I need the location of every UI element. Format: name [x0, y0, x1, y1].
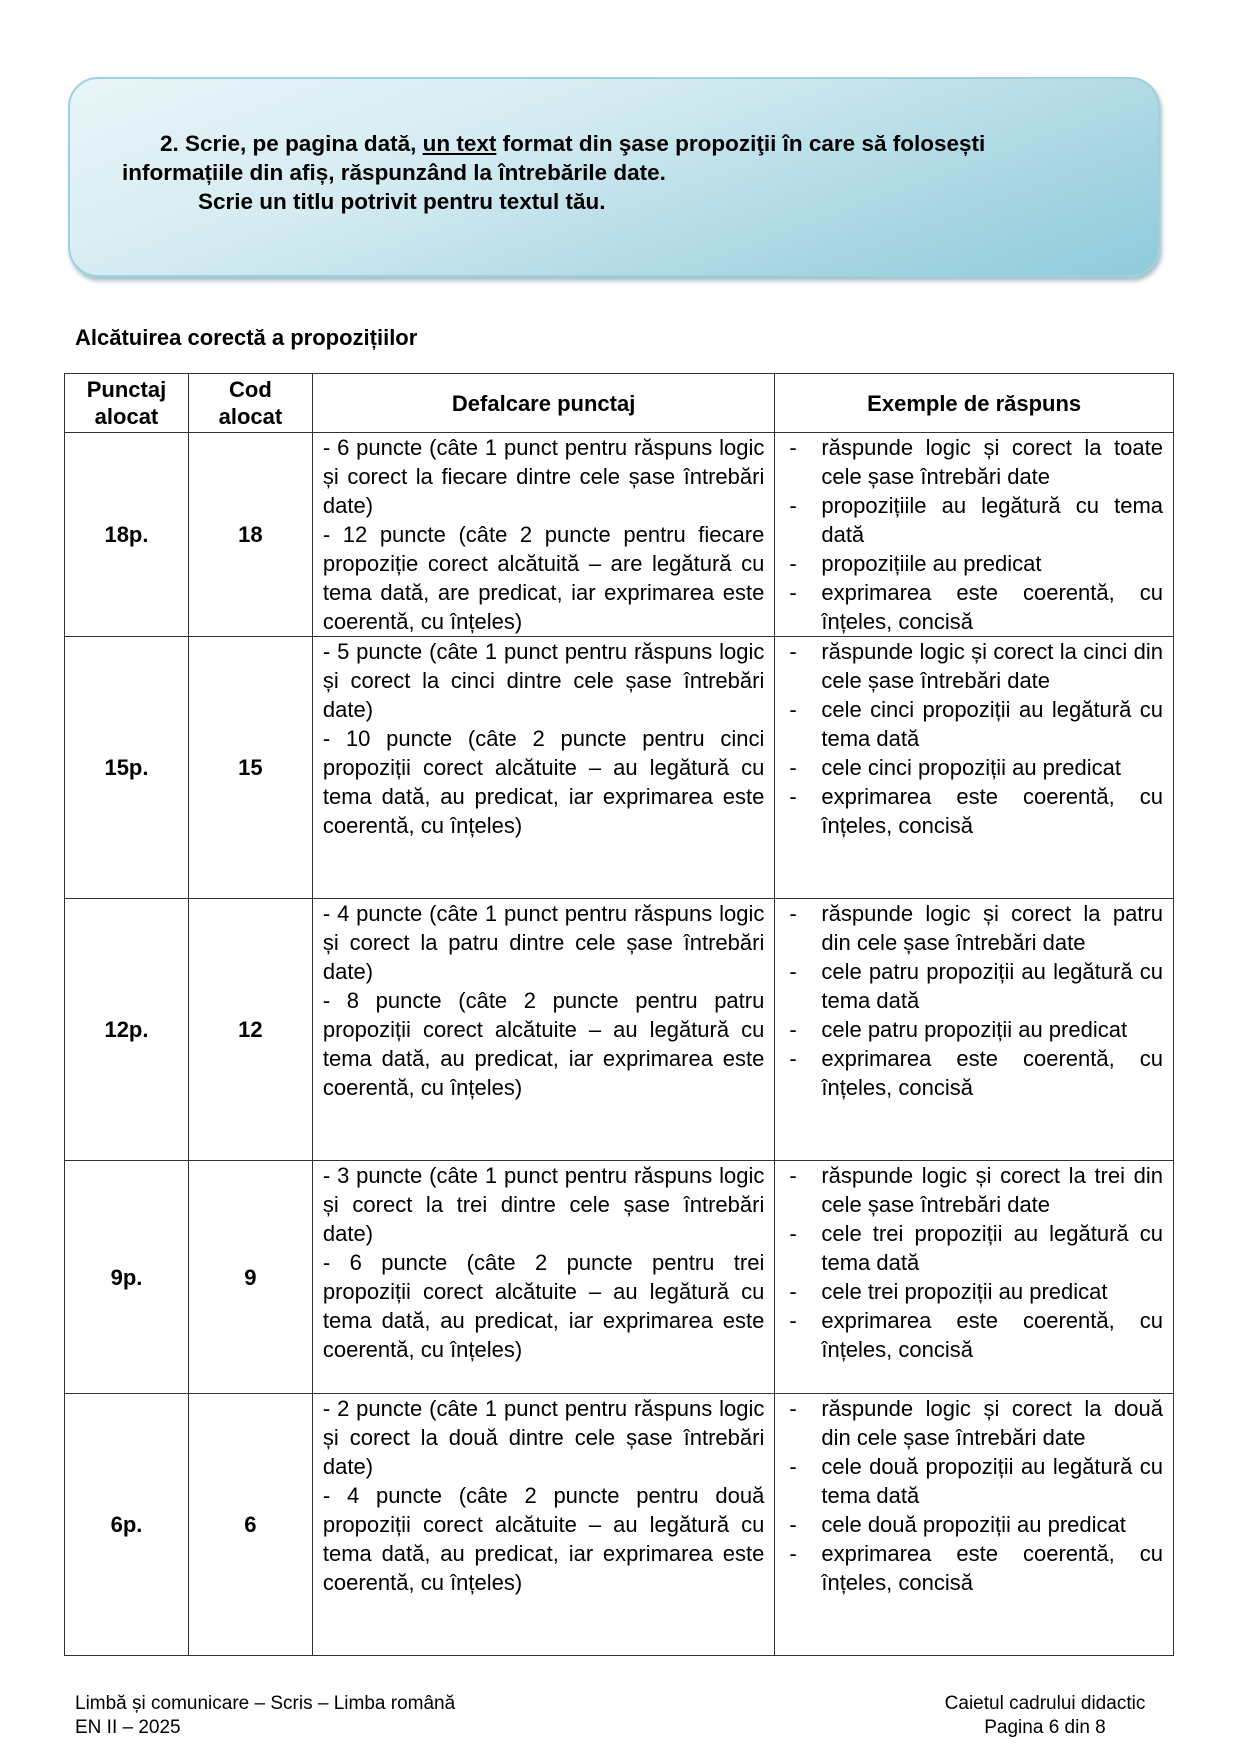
example-item: - exprimarea este coerentă, cu înțeles, concisă: [785, 1306, 1163, 1364]
table-row: [65, 899, 1174, 1161]
scoring-table: [64, 373, 1174, 1656]
table-row: [65, 1161, 1174, 1394]
footer-page-number: Pagina 6 din 8: [984, 1717, 1106, 1738]
task-underlined-phrase: un text: [422, 131, 497, 156]
task-line-1: 2. Scrie, pe pagina dată,: [160, 131, 423, 156]
defalcare-paragraph: - 4 puncte (câte 1 punct pentru răspuns logic și corect la patru dintre cele șase întrebări date): [322, 901, 765, 984]
example-item: - răspunde logic și corect la două din cele șase întrebări date: [785, 1394, 1163, 1452]
example-item: - exprimarea este coerentă, cu înțeles, concisă: [785, 1044, 1163, 1102]
example-item: - cele patru propoziții au predicat: [785, 1015, 1163, 1044]
punctaj-cell: 9p.: [65, 1161, 189, 1394]
exemple-cell: [775, 1161, 1174, 1394]
exemple-cell: [775, 433, 1174, 637]
punctaj-cell: 12p.: [65, 899, 189, 1161]
defalcare-cell: [312, 433, 774, 637]
example-item: - cele două propoziții au predicat: [785, 1510, 1163, 1539]
punctaj-cell: 6p.: [65, 1394, 189, 1656]
example-item: - cele patru propoziții au legătură cu tema dată: [785, 957, 1163, 1015]
example-item: - răspunde logic și corect la toate cele șase întrebări date: [785, 433, 1163, 491]
example-item: - cele cinci propoziții au legătură cu tema dată: [785, 695, 1163, 753]
cod-cell: 6: [188, 1394, 312, 1656]
defalcare-paragraph: - 2 puncte (câte 1 punct pentru răspuns logic și corect la două dintre cele șase întrebări date): [322, 1396, 765, 1479]
cod-cell: 12: [188, 899, 312, 1161]
example-item: - propozițiile au legătură cu tema dată: [785, 491, 1163, 549]
task-line-1-end: format din şase propoziţii în care să folosești: [496, 131, 986, 156]
cod-cell: 15: [188, 637, 312, 899]
section-title: Alcătuirea corectă a propozițiilor: [75, 325, 418, 350]
example-item: - exprimarea este coerentă, cu înțeles, concisă: [785, 578, 1163, 636]
example-item: - cele trei propoziții au predicat: [785, 1277, 1163, 1306]
cod-cell: 9: [188, 1161, 312, 1394]
defalcare-paragraph: - 3 puncte (câte 1 punct pentru răspuns logic și corect la trei dintre cele șase întrebări date): [322, 1163, 765, 1246]
defalcare-paragraph: - 6 puncte (câte 2 puncte pentru trei propoziții corect alcătuite – au legătură cu tema dată, au predicat, iar exprimarea este coerentă, cu înțeles): [322, 1250, 765, 1362]
example-item: - propozițiile au predicat: [785, 549, 1163, 578]
defalcare-cell: [312, 1394, 774, 1656]
defalcare-cell: [312, 899, 774, 1161]
task-line-3: Scrie un titlu potrivit pentru textul tău.: [198, 189, 606, 214]
header-exemple: Exemple de răspuns: [775, 374, 1174, 433]
defalcare-paragraph: - 6 puncte (câte 1 punct pentru răspuns logic și corect la fiecare dintre cele șase întrebări date): [322, 435, 765, 518]
defalcare-paragraph: - 4 puncte (câte 2 puncte pentru două propoziții corect alcătuite – au legătură cu tema dată, au predicat, iar exprimarea este coerentă, cu înțeles): [322, 1483, 765, 1595]
punctaj-cell: 15p.: [65, 637, 189, 899]
footer-booklet: Caietul cadrului didactic: [944, 1693, 1146, 1714]
header-punctaj: Punctaj alocat: [65, 374, 189, 433]
table-row: [65, 1394, 1174, 1656]
task-instruction-box: [68, 77, 1160, 277]
footer-exam: EN II – 2025: [75, 1717, 181, 1738]
example-item: - cele cinci propoziții au predicat: [785, 753, 1163, 782]
footer-right: [920, 1692, 1170, 1740]
defalcare-paragraph: - 12 puncte (câte 2 puncte pentru fiecare propoziție corect alcătuită – are legătură cu tema dată, are predicat, iar exprimarea este coerentă, cu înțeles): [322, 522, 765, 634]
footer-left: [75, 1692, 455, 1740]
example-item: - exprimarea este coerentă, cu înțeles, concisă: [785, 1539, 1163, 1597]
defalcare-paragraph: - 8 puncte (câte 2 puncte pentru patru propoziții corect alcătuite – au legătură cu tema dată, au predicat, iar exprimarea este coerentă, cu înțeles): [322, 988, 765, 1100]
header-cod: Cod alocat: [188, 374, 312, 433]
table-row: [65, 433, 1174, 637]
table-header-row: [65, 374, 1174, 433]
example-item: - exprimarea este coerentă, cu înțeles, concisă: [785, 782, 1163, 840]
defalcare-cell: [312, 637, 774, 899]
table-row: [65, 637, 1174, 899]
footer-subject: Limbă și comunicare – Scris – Limba română: [75, 1693, 456, 1714]
exemple-cell: [775, 899, 1174, 1161]
example-item: - cele două propoziții au legătură cu tema dată: [785, 1452, 1163, 1510]
task-text: [122, 129, 1122, 216]
punctaj-cell: 18p.: [65, 433, 189, 637]
exemple-cell: [775, 1394, 1174, 1656]
defalcare-paragraph: - 5 puncte (câte 1 punct pentru răspuns logic și corect la cinci dintre cele șase întrebări date): [322, 639, 765, 722]
example-item: - răspunde logic și corect la cinci din cele șase întrebări date: [785, 637, 1163, 695]
header-defalcare: Defalcare punctaj: [312, 374, 774, 433]
defalcare-paragraph: - 10 puncte (câte 2 puncte pentru cinci propoziții corect alcătuite – au legătură cu tema dată, au predicat, iar exprimarea este coerentă, cu înțeles): [322, 726, 765, 838]
task-line-2: informațiile din afiș, răspunzând la întrebările date.: [122, 160, 666, 185]
example-item: - răspunde logic și corect la trei din cele șase întrebări date: [785, 1161, 1163, 1219]
example-item: - cele trei propoziții au legătură cu tema dată: [785, 1219, 1163, 1277]
exemple-cell: [775, 637, 1174, 899]
defalcare-cell: [312, 1161, 774, 1394]
example-item: - răspunde logic și corect la patru din cele șase întrebări date: [785, 899, 1163, 957]
cod-cell: 18: [188, 433, 312, 637]
